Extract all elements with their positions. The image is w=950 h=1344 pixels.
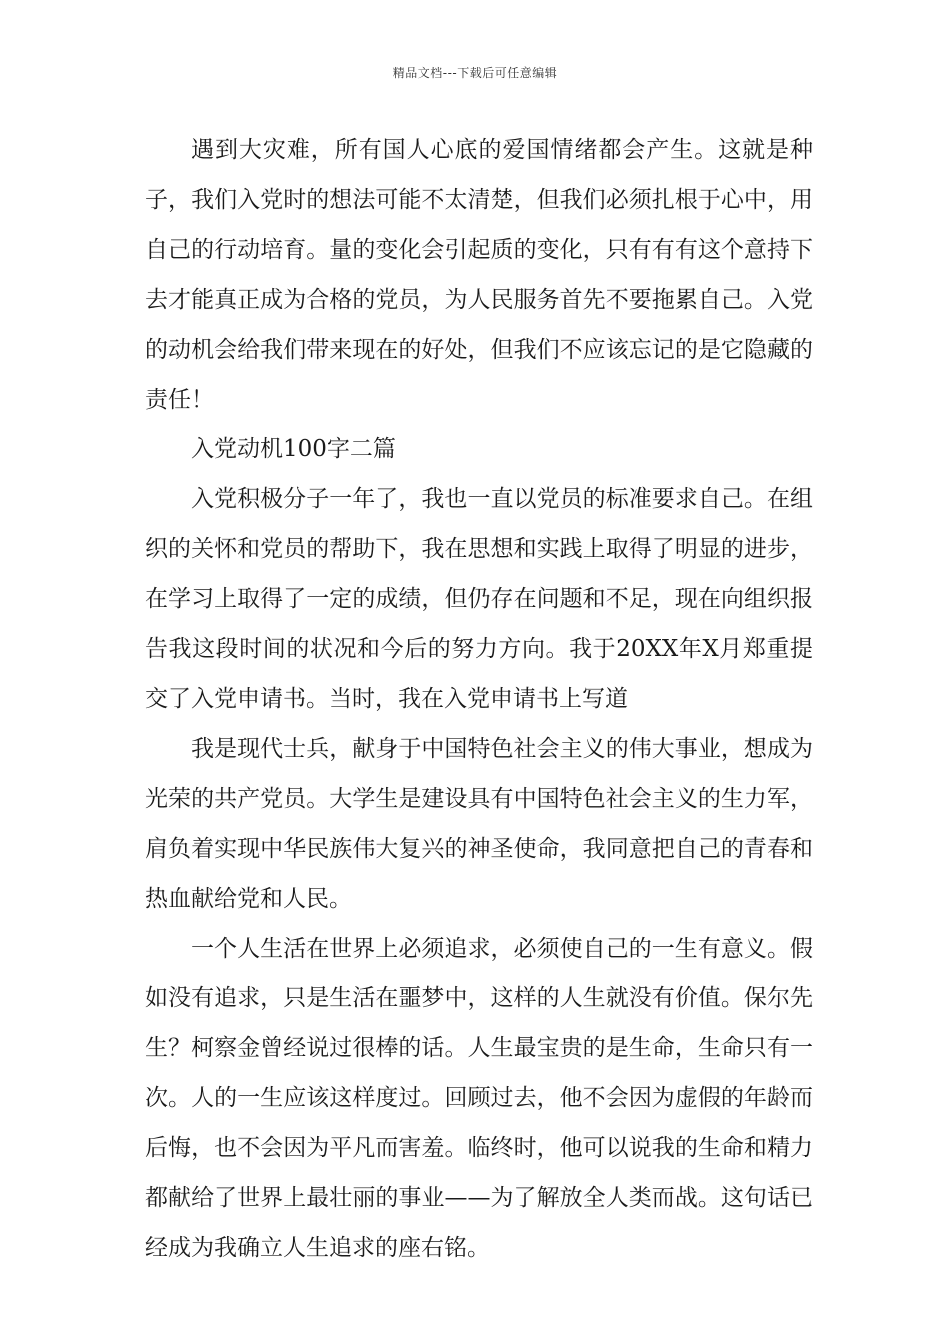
paragraph: 入党积极分子一年了，我也一直以党员的标准要求自己。在组织的关怀和党员的帮助下，我在思想和实践上取得了明显的进步，在学习上取得了一定的成绩，但仍存在问题和不足，现在向组织报告我这段时间的状况和今后的努力方向。我于20XX年X月郑重提交了入党申请书。当时，我在入党申请书上写道 [145,486,813,712]
page-header: 精品文档---下载后可任意编辑 [392,66,558,80]
section-heading: 入党动机100字二篇 [191,436,396,463]
paragraph: 遇到大灾难，所有国人心底的爱国情绪都会产生。这就是种子，我们入党时的想法可能不太清楚，但我们必须扎根于心中，用自己的行动培育。量的变化会引起质的变化，只有有有这个意持下去才能真正成为合格的党员，为人民服务首先不要拖累自己。入党的动机会给我们带来现在的好处，但我们不应该忘记的是它隐藏的责任！ [145,137,813,413]
paragraph: 一个人生活在世界上必须追求，必须使自己的一生有意义。假如没有追求，只是生活在噩梦中，这样的人生就没有价值。保尔先生？柯察金曾经说过很棒的话。人生最宝贵的是生命，生命只有一次。人的一生应该这样度过。回顾过去，他不会因为虚假的年龄而后悔，也不会因为平凡而害羞。临终时，他可以说我的生命和精力都献给了世界上最壮丽的事业——为了解放全人类而战。这句话已经成为我确立人生追求的座右铭。 [145,935,813,1261]
document-body [145,126,813,1274]
paragraph: 我是现代士兵，献身于中国特色社会主义的伟大事业，想成为光荣的共产党员。大学生是建设具有中国特色社会主义的生力军，肩负着实现中华民族伟大复兴的神圣使命，我同意把自己的青春和热血献给党和人民。 [145,735,813,912]
